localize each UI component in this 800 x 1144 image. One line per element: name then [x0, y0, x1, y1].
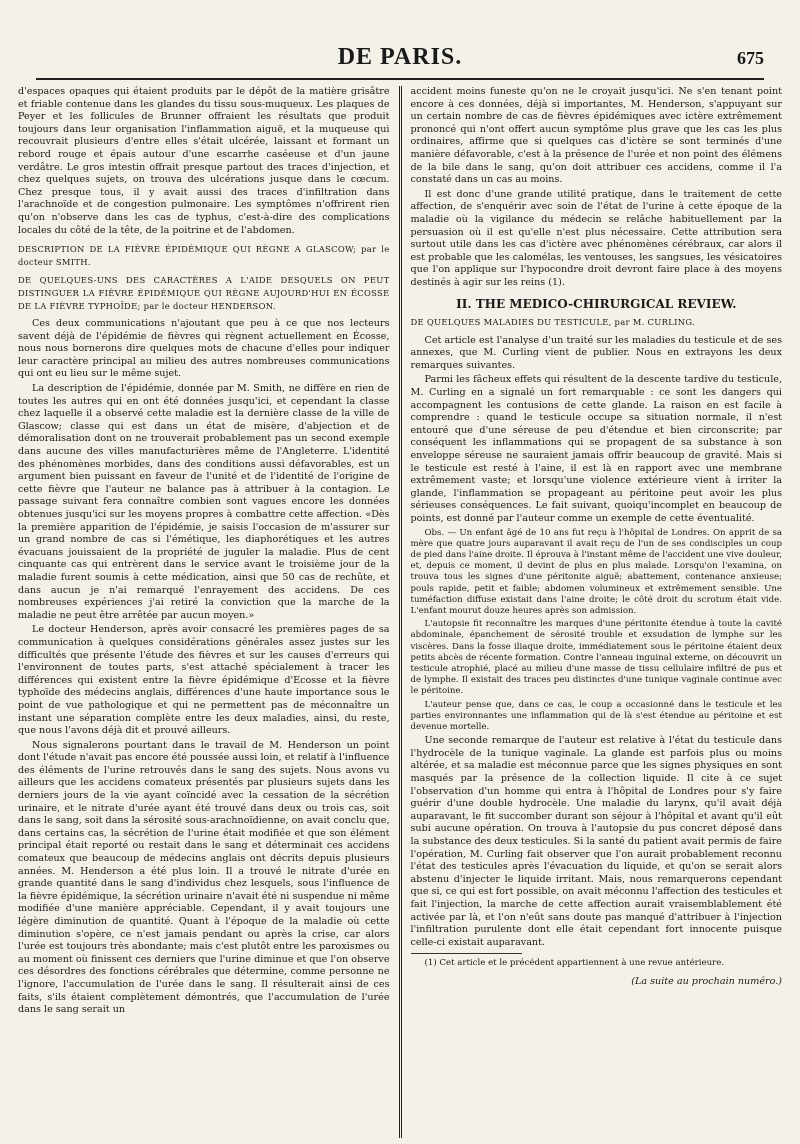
article-heading-henderson: DE QUELQUES-UNS DES CARACTÈRES A L'AIDE DESQUELS ON PEUT DISTINGUER LA FIÈVRE ÉPIDÉMIQUE QUI RÈGNE AUJOURD'HUI EN ÉCOSSE DE LA FIÈVRE TYPHOÏDE; par le docteur HENDERSON. — [18, 275, 390, 311]
page-header — [18, 0, 782, 82]
section-title: II. THE MEDICO-CHIRURGICAL REVIEW. — [456, 296, 737, 311]
observation-paragraph: L'autopsie fit reconnaître les marques d'une péritonite étendue à toute la cavité abdominale, épanchement de sérosité trouble et exsudation de lymphe sur les viscères. Dans la fosse iliaque droite, immédiatement sous le péritoine étaient deux petits abcès de récente formation. Contre l'anneau inguinal externe, on découvrit un testicule atrophié, placé au milieu d'une masse de tissu cellulaire infiltré de pus et de lymphe. Il existait des traces peu distinctes d'une tunique vaginale continue avec le péritoine. — [410, 619, 782, 697]
observation-paragraph: L'auteur pense que, dans ce cas, le coup a occasionné dans le testicule et les parties environnantes une inflammation qui de là s'est étendue au péritoine et est devenue mortelle. — [410, 699, 782, 733]
left-paragraph: d'espaces opaques qui étaient produits par le dépôt de la matière grisâtre et friable contenue dans les glandes du tissu sous-muqueux. Les plaques de Peyer et les follicules de Brunner offraient les résultats que produit toujours dans leur organisation l'inflammation aiguë, et la muqueuse qui recouvrait plusieurs d'entre elles s'était ulcérée, laissant et formant un rebord rouge et épais autour d'une escarrhe caséeuse et d'un jaune verdâtre. Le gros intestin offrait presque partout des traces d'injection, et chez quelques sujets, on trouva des ulcérations jusque dans le cœcum. Chez presque tous, il y avait aussi des traces d'infiltration dans l'arachnoïde et de congestion pulmonaire. Les symptômes n'offrirent rien qu'on n'observe dans les cas de typhus, c'est-à-dire des complications locales du côté de la tête, de la poitrine et de l'abdomen. — [18, 86, 390, 236]
left-paragraph: La description de l'épidémie, donnée par M. Smith, ne diffère en rien de toutes les autres qui en ont été données jusqu'ici, et cependant la classe chez laquelle il a observé cette maladie est la dernière classe de la ville de Glascow; classe qui est dans un état de misère, d'abjection et de démoralisation dont on ne trouverait probablement pas un second exemple dans aucune des villes manufacturières même de l'Angleterre. L'identité des phénomènes morbides, dans des conditions aussi défavorables, est un argument bien puissant en faveur de l'unité et de l'identité de l'origine de cette fièvre que l'auteur ne balance pas à attribuer à la contagion. Le passage suivant fera connaître combien sont vagues encore les données obtenues jusqu'ici sur les moyens propres à combattre cette affection. «Dès la première apparition de l'épidémie, je saisis l'occasion de m'assurer sur un grand nombre de cas si l'émétique, les diaphorétiques et les autres évacuans jouissaient de la propriété de juguler la maladie. Plus de cent cinquante cas qui entrèrent dans le service avant le troisième jour de la maladie furent soumis à cette médication, ainsi que 50 cas de rechûte, et dans aucun je n'ai remarqué l'enrayement des accidens. De ces nombreuses expériences j'ai retiré la conviction que la marche de la maladie ne peut être arrêtée par aucun moyen.» — [18, 383, 390, 621]
right-paragraph: Une seconde remarque de l'auteur est relative à l'état du testicule dans l'hydrocèle de la tunique vaginale. La glande est parfois plus ou moins altérée, et sa maladie est méconnue parce que les signes physiques en sont masqués par la présence de la collection liquide. Il cite à ce sujet l'observation d'un homme qui entra à l'hôpital de Londres pour s'y faire guérir d'une double hydrocèle. Une maladie du larynx, qu'il avait déjà auparavant, le fit succomber durant son séjour à l'hôpital et avant qu'il eût subi aucune opération. On trouva à l'autopsie du pus concret déposé dans la substance des deux testicules. Si la santé du patient avait permis de faire l'opération, M. Curling fait observer que l'on aurait probablement reconnu l'état des testicules après l'évacuation du liquide, et qu'on se serait alors abstenu d'injecter le liquide irritant. Mais, nous remarquerons cependant que si, ce qui est fort possible, on avait méconnu l'affection des testicules et fait l'injection, la marche de cette affection aurait vraisemblablement été activée par là, et l'on n'eût sans doute pas manqué d'attribuer à l'injection l'infiltration purulente dont elle était cependant fort innocente puisque celle-ci existait auparavant. — [410, 735, 782, 948]
article-heading-smith: DESCRIPTION DE LA FIÈVRE ÉPIDÉMIQUE QUI RÈGNE A GLASCOW; par le docteur SMITH. — [18, 244, 390, 267]
footnote-rule — [411, 953, 522, 954]
footnote: (1) Cet article et le précédent appartiennent à une revue antérieure. — [424, 958, 725, 969]
page-number: 675 — [737, 48, 764, 68]
left-paragraph: Nous signalerons pourtant dans le travail de M. Henderson un point dont l'étude n'avait pas encore été poussée aussi loin, et relatif à l'influence des éléments de l'urine retrouvés dans le sang des sujets. Nous avons vu ailleurs que les accidens comateux présentés par plusieurs sujets dans les derniers jours de la vie ayant coïncidé avec la cessation de la sécrétion urinaire, et le nitrate d'urée ayant été trouvé dans deux ou trois cas, soit dans le sang, soit dans la sérosité sous-arachnoïdienne, on avait conclu que, dans certains cas, la sécrétion de l'urine était modifiée et que son élément principal était reporté ou restait dans le sang et déterminait ces accidens comateux que beaucoup de médecins anglais ont décrits depuis plusieurs années. M. Henderson a été plus loin. Il a trouvé le nitrate d'urée en grande quantité dans le sang d'individus chez lesquels, sous l'influence de la fièvre épidémique, la sécrétion urinaire n'avait été ni suspendue ni même modifiée d'une manière appréciable. Cependant, il y avait toujours une légère diminution de quantité. Quant à l'époque de la maladie où cette diminution s'opère, ce n'est jamais pendant ou après la crise, car alors l'urée est toujours très abondante; mais c'est plutôt entre les paroxismes ou au moment où finissent ces derniers que l'urine diminue et que l'on observe ces désordres des fonctions cérébrales que détermine, comme personne ne l'ignore, l'accumulation de l'urée dans le sang. Il résulterait ainsi de ces faits, s'ils étaient complètement démontrés, que l'accumulation de l'urée dans le sang serait un — [18, 739, 390, 1016]
right-paragraph: Cet article est l'analyse d'un traité sur les maladies du testicule et de ses annexes, que M. Curling vient de publier. Nous en extrayons les deux remarques suivantes. — [410, 334, 782, 371]
right-column — [402, 86, 783, 1138]
right-paragraph: Il est donc d'une grande utilité pratique, dans le traitement de cette affection, de s'enquérir avec soin de l'état de l'urine à cette époque de la maladie où la vigilance du médecin se relâche habituellement par la persuasion où il est qu'elle n'est plus nécessaire. Cette attribution sera surtout utile dans les cas d'ictère avec phénomènes cérébraux, car alors il est probable que les calomélas, les ventouses, les sangsues, les vésicatoires que l'on applique sur l'hypocondre droit devront faire place à des moyens destinés à agir sur les reins (1). — [410, 188, 782, 288]
left-paragraph: Ces deux communications n'ajoutant que peu à ce que nos lecteurs savent déjà de l'épidémie de fièvres qui règnent actuellement en Écosse, nous nous bornerons dire quelques mots de chacune d'elles pour indiquer leur caractère principal au milieu des autres nombreuses communications qui ont eu lieu sur le même sujet. — [18, 318, 390, 380]
right-paragraph: accident moins funeste qu'on ne le croyait jusqu'ici. Ne s'en tenant point encore à ces données, déjà si importantes, M. Henderson, s'appuyant sur un certain nombre de cas de fièvres épidémiques avec ictère extrêmement prononcé qui n'ont offert aucun symptôme plus grave que les cas les plus ordinaires, affirme que si quelques cas d'ictère se sont terminés d'une manière défavorable, c'est à la présence de l'urée et non point des élémens de la bile dans le sang, qu'on doit attribuer ces accidens, comme il l'a constaté dans un cas au moins. — [410, 86, 782, 186]
section-subtitle: DE QUELQUES MALADIES DU TESTICULE, par M. CURLING. — [410, 317, 695, 328]
text-columns — [18, 86, 782, 1138]
left-paragraph: Le docteur Henderson, après avoir consacré les premières pages de sa communication à quelques considérations générales assez justes sur les difficultés que présente l'étude des fièvres et sur les causes d'erreurs qui l'environnent de toutes parts, s'est attaché spécialement à tracer les différences qui existent entre la fièvre épidémique d'Ecosse et la fièvre typhoïde des médecins anglais, différences d'une haute importance sous le point de vue pathologique et qui ne permettent pas de méconnaître un instant une séparation complète entre les deux maladies, ainsi, du reste, que nous l'avons déjà dit et prouvé ailleurs. — [18, 624, 390, 737]
right-paragraph: Parmi les fâcheux effets qui résultent de la descente tardive du testicule, M. Curling en a signalé un fort remarquable : ce sont les dangers qui accompagnent les contusions de cette glande. La raison en est facile à comprendre : quand le testicule occupe sa situation normale, il n'est entouré que d'une séreuse de peu d'étendue et bien circonscrite; par conséquent les inflammations qui se propagent de sa substance à son enveloppe séreuse ne sauraient jamais offrir beaucoup de gravité. Mais si le testicule est resté à l'aine, il est là en rapport avec une membrane extrêmement vaste; et lorsqu'une violence extérieure vient à irriter la glande, l'inflammation se propageant au péritoine peut avoir les plus sérieuses conséquences. Le fait suivant, quoiqu'incomplet en beaucoup de points, est donné par l'auteur comme un exemple de cette éventualité. — [410, 374, 782, 524]
header-rule — [36, 78, 764, 80]
left-column — [18, 86, 399, 1138]
continued-note: (La suite au prochain numéro.) — [631, 975, 782, 987]
masthead: DE PARIS. — [337, 44, 463, 70]
observation-paragraph: Obs. — Un enfant âgé de 10 ans fut reçu à l'hôpital de Londres. On apprit de sa mère que quatre jours auparavant il avait reçu de l'un de ses condisciples un coup de pied dans l'aine droite. Il éprouva à l'instant même de l'accident une vive douleur, et, depuis ce moment, il devint de plus en plus malade. Lorsqu'on l'examina, on trouva tous les signes d'une péritonite aiguë; abattement, contenance anxieuse; pouls rapide, petit et faible; abdomen volumineux et extrêmement sensible. Une tuméfaction diffuse existait dans l'aine droite; le côté droit du scrotum était vide. L'enfant mourut douze heures après son admission. — [410, 527, 782, 617]
